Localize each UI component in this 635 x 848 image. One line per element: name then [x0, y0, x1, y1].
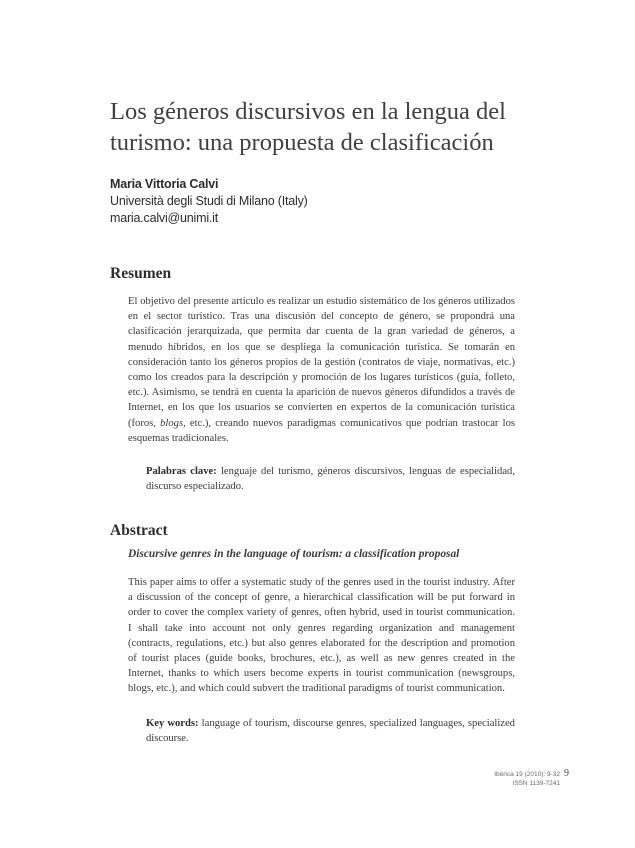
- author-name: Maria Vittoria Calvi: [110, 177, 219, 191]
- resumen-keywords-text: lenguaje del turismo, géneros discursivos, lenguas de especialidad, discurso especializado.: [146, 466, 515, 493]
- resumen-body: [128, 294, 515, 446]
- author-email[interactable]: maria.calvi@unimi.it: [110, 211, 219, 225]
- journal-issn: ISSN 1139-7241: [512, 780, 560, 787]
- abstract-keywords: [146, 716, 515, 746]
- resumen-body-text-end: , etc.), creando nuevos paradigmas comunicativos que podrían trastocar los esquemas tradicionales.: [128, 417, 515, 444]
- author-block: [110, 176, 530, 227]
- resumen-keywords: [146, 464, 515, 494]
- page-number: 9: [564, 768, 569, 779]
- journal-footer: [430, 770, 560, 788]
- article-title: Los géneros discursivos en la lengua del turismo: una propuesta de clasificación: [110, 98, 506, 156]
- abstract-subtitle: Discursive genres in the language of tourism: a classification proposal: [128, 548, 460, 560]
- abstract-body: This paper aims to offer a systematic study of the genres used in the tourist industry. After a discussion of the concept of genre, a hierarchical classification will be put forward in order to cover the complex variety of genres, often hybrid, used in tourist communication. I shall take into account not only genres regarding organization and management (contracts, regulations, etc.) but also genres elaborated for the description and promotion of tourist places (guide books, brochures, etc.), as well as new genres created in the Internet, thanks to which users become experts in tourist communication (newsgroups, blogs, etc.), and which could subvert the traditional paradigms of tourist communication.: [128, 577, 515, 695]
- resumen-heading: Resumen: [110, 265, 172, 282]
- abstract-heading: Abstract: [110, 522, 168, 539]
- author-affiliation: Università degli Studi di Milano (Italy): [110, 194, 308, 208]
- abstract-keywords-text: language of tourism, discourse genres, specialized languages, specialized discourse.: [146, 718, 515, 745]
- journal-citation: Ibérica 19 (2010): 9-32: [494, 771, 560, 778]
- resumen-keywords-label: Palabras clave:: [146, 466, 217, 477]
- resumen-body-emphasis: blogs: [160, 417, 184, 429]
- abstract-keywords-label: Key words:: [146, 718, 199, 729]
- resumen-body-text: El objetivo del presente artículo es realizar un estudio sistemático de los géneros utilizados en el sector turístico. Tras una discusión del concepto de género, se propondrá una clasificación jerarquizada, que permita dar cuenta de la gran variedad de géneros, a menudo híbridos, en los que se despliega la comunicación turística. Se tomarán en consideración tanto los géneros propios de la gestión (contratos de viaje, normativas, etc.) como los creados para la descripción y promoción de los lugares turísticos (guía, folleto, etc.). Asimismo, se tendrá en cuenta la aparición de nuevos géneros difundidos a través de Internet, en los que los usuarios se convierten en expertos de la comunicación turística (foros,: [128, 296, 515, 429]
